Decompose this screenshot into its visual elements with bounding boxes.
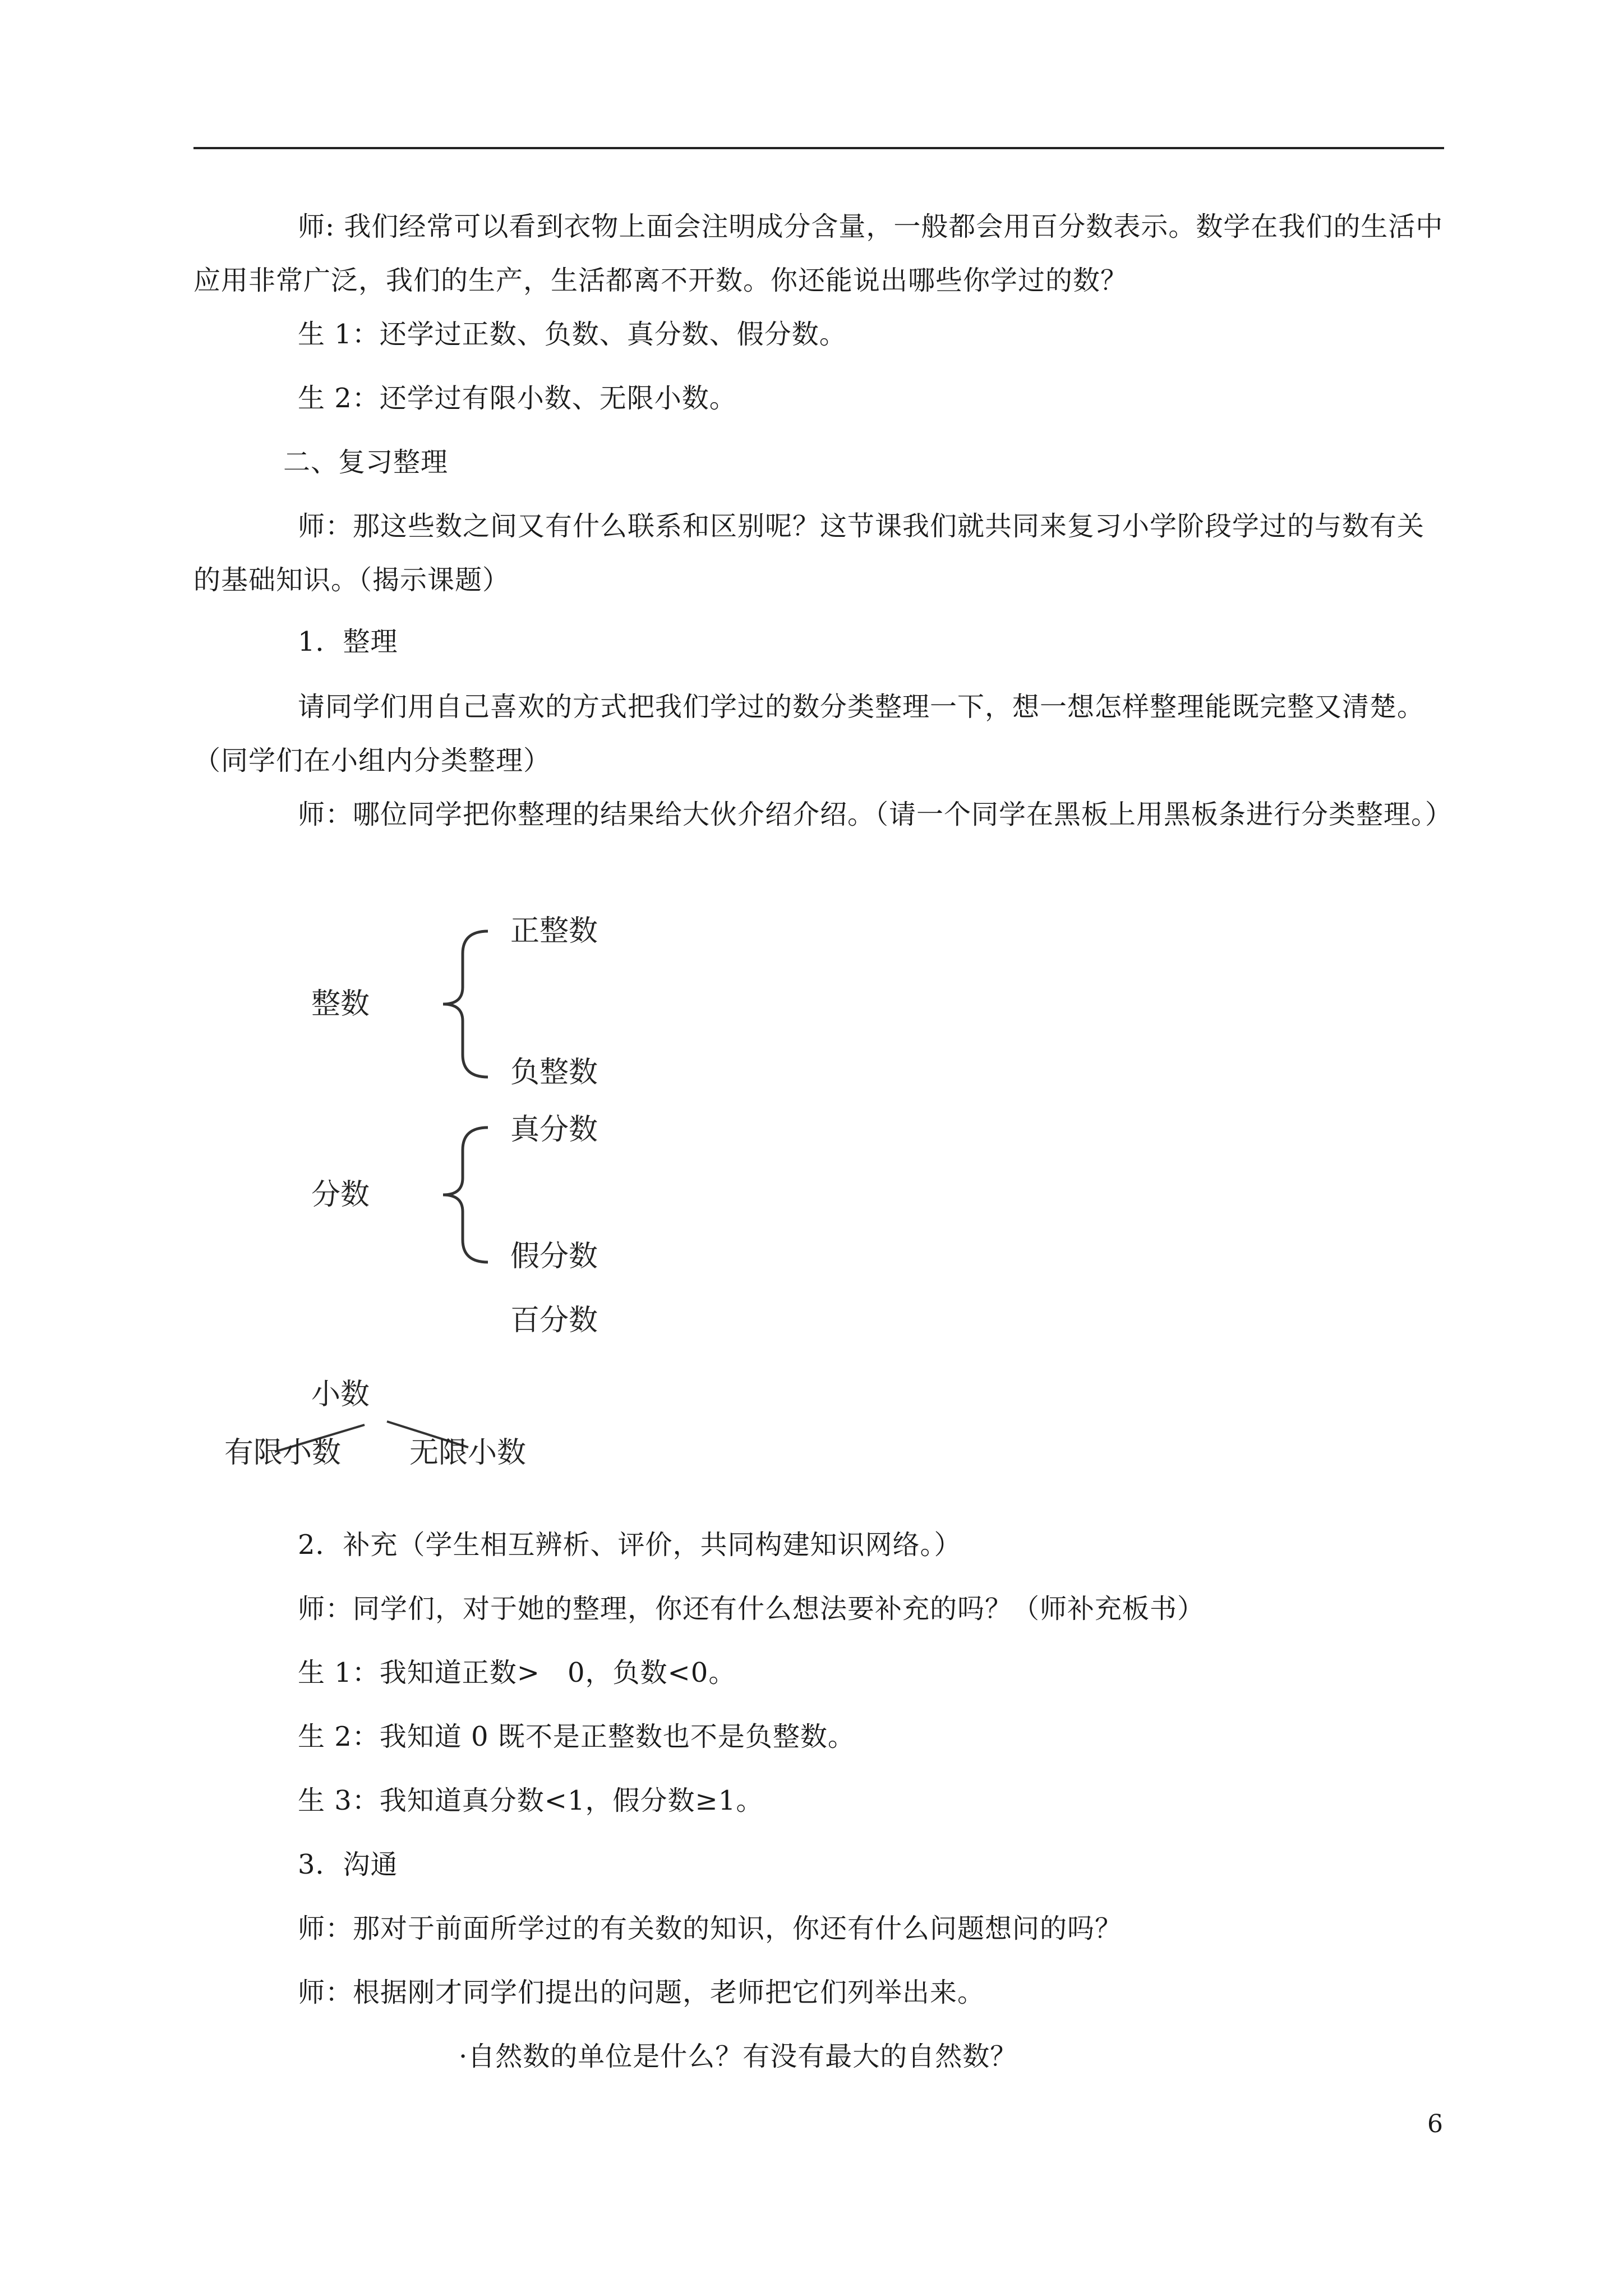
header-rule xyxy=(193,147,1444,149)
section-heading-review: 二、复习整理 xyxy=(283,447,449,478)
label-integer: 整数 xyxy=(311,987,370,1021)
bullet-question: ·自然数的单位是什么？有没有最大的自然数？ xyxy=(459,2041,1018,2072)
brace-lines xyxy=(213,903,718,1492)
subheading-supplement: 2．补充（学生相互辨析、评价，共同构建知识网络。） xyxy=(298,1529,962,1561)
label-finite-decimal: 有限小数 xyxy=(224,1436,342,1470)
label-decimal: 小数 xyxy=(311,1378,370,1411)
label-fraction: 分数 xyxy=(311,1178,370,1212)
teacher-communicate-question: 师：那对于前面所学过的有关数的知识，你还有什么问题想问的吗？ xyxy=(298,1913,1123,1944)
paragraph-teacher-intro: 师: 我们经常可以看到衣物上面会注明成分含量，一般都会用百分数表示。数学在我们的生活中应用非常广泛，我们的生产，生活都离不开数。你还能说出哪些你学过的数？ xyxy=(193,211,1444,296)
label-percent: 百分数 xyxy=(510,1304,598,1337)
paragraph-teacher-ask: 师：哪位同学把你整理的结果给大伙介绍介绍。（请一个同学在黑板上用黑板条进行分类整理。） xyxy=(298,799,1453,830)
label-negative-integer: 负整数 xyxy=(510,1056,598,1089)
page-number: 6 xyxy=(1427,2110,1443,2138)
label-positive-integer: 正整数 xyxy=(510,914,598,948)
integer-brace xyxy=(443,931,488,1077)
number-classification-diagram xyxy=(213,903,718,1492)
teacher-supplement-question: 师：同学们，对于她的整理，你还有什么想法要补充的吗？（师补充板书） xyxy=(298,1593,1205,1625)
paragraph-teacher-question: 师：那这些数之间又有什么联系和区别呢？这节课我们就共同来复习小学阶段学过的与数有关的基础知识。（揭示课题） xyxy=(193,510,1425,596)
student-2-answer: 生 2：我知道 0 既不是正整数也不是负整数。 xyxy=(298,1721,855,1752)
label-proper-fraction: 真分数 xyxy=(510,1113,598,1147)
student-1-answer: 生 1：我知道正数> 0，负数<0。 xyxy=(298,1657,736,1688)
paragraph-student-2: 生 2：还学过有限小数、无限小数。 xyxy=(298,383,737,414)
paragraph-student-1: 生 1：还学过正数、负数、真分数、假分数。 xyxy=(298,319,847,350)
label-improper-fraction: 假分数 xyxy=(510,1240,598,1273)
paragraph-instruction: 请同学们用自己喜欢的方式把我们学过的数分类整理一下，想一想怎样整理能既完整又清楚。（同学们在小组内分类整理） xyxy=(193,691,1425,776)
student-3-answer: 生 3：我知道真分数<1，假分数≥1。 xyxy=(298,1785,764,1816)
subheading-communicate: 3．沟通 xyxy=(298,1849,398,1880)
subheading-organize: 1．整理 xyxy=(298,626,398,657)
teacher-list-intro: 师：根据刚才同学们提出的问题，老师把它们列举出来。 xyxy=(298,1977,985,2008)
fraction-brace xyxy=(443,1128,488,1262)
label-infinite-decimal: 无限小数 xyxy=(409,1436,527,1470)
